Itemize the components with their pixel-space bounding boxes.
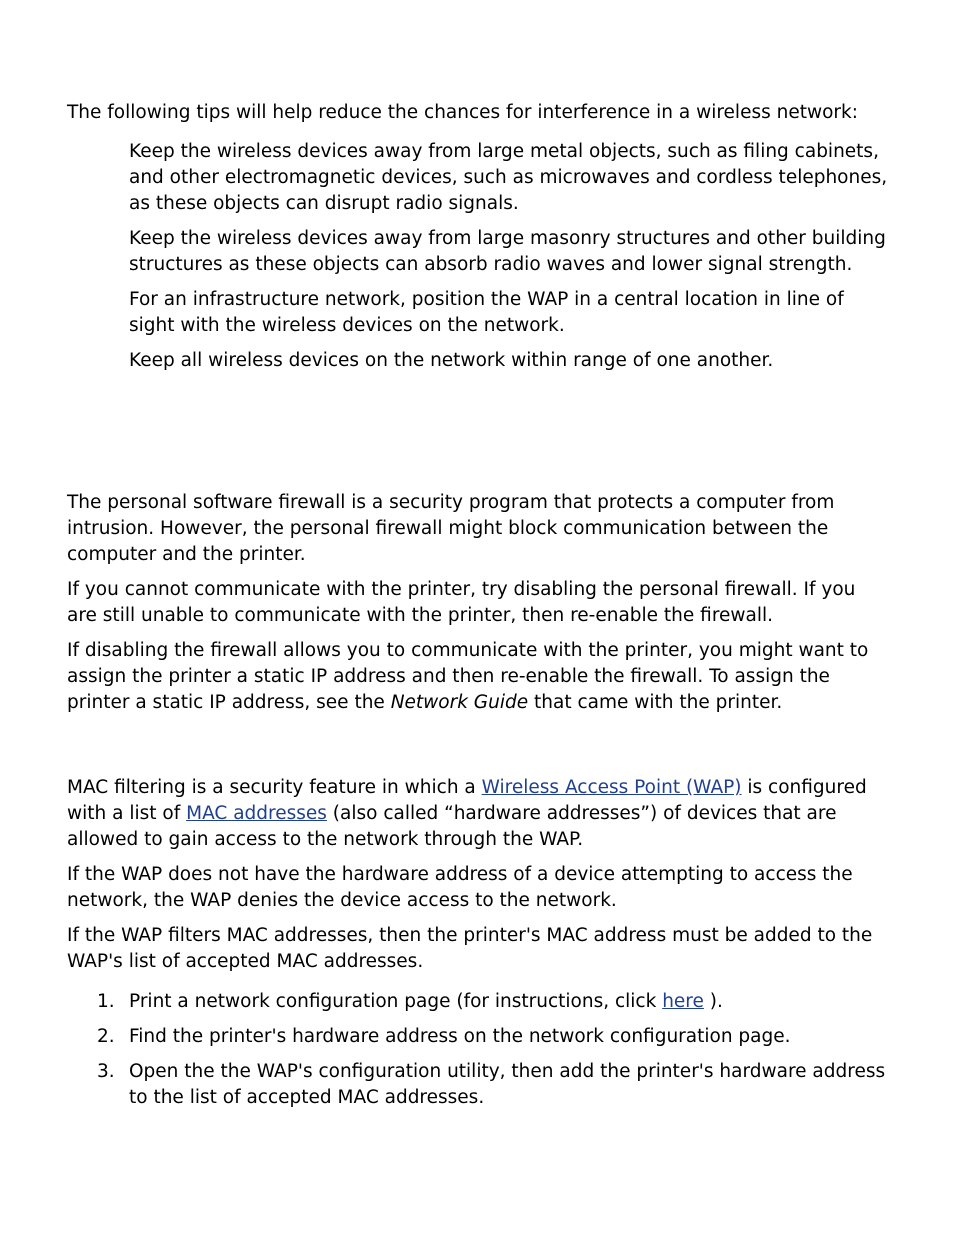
- firewall-paragraph-3-tail: that came with the printer.: [528, 692, 783, 713]
- firewall-paragraph-2: If you cannot communicate with the printer, try disabling the personal firewall. If you are still unable to communicate with the printer, then re-enable the firewall.: [67, 579, 856, 626]
- mac-addresses-link[interactable]: MAC addresses: [186, 803, 327, 824]
- interference-tips-list: [129, 139, 889, 383]
- firewall-section: [67, 490, 887, 725]
- step-text-tail: ).: [703, 991, 723, 1012]
- list-item: [67, 1059, 887, 1111]
- tip-item: Keep the wireless devices away from large masonry structures and other building structures as these objects can absorb radio waves and lower signal strength.: [129, 228, 886, 275]
- mac-paragraph-1-text-b: is configured with a list of: [67, 777, 867, 824]
- network-guide-title: Network Guide: [390, 692, 529, 713]
- step-text: Find the printer's hardware address on the network configuration page.: [129, 1026, 791, 1047]
- mac-paragraph-1-text-c: (also called “hardware addresses”) of devices that are allowed to gain access to the network through the WAP.: [67, 803, 837, 850]
- tip-item: Keep the wireless devices away from large metal objects, such as filing cabinets, and other electromagnetic devices, such as microwaves and cordless telephones, as these objects can disrupt radio signals.: [129, 141, 888, 214]
- here-link[interactable]: here: [662, 991, 704, 1012]
- mac-paragraph-3: If the WAP filters MAC addresses, then the printer's MAC address must be added to the WAP's list of accepted MAC addresses.: [67, 925, 873, 972]
- wap-link[interactable]: Wireless Access Point (WAP): [481, 777, 742, 798]
- mac-steps-list: [67, 989, 887, 1120]
- step-number: 1.: [97, 991, 115, 1012]
- mac-filtering-section: [67, 775, 887, 984]
- step-number: 3.: [97, 1061, 115, 1082]
- mac-paragraph-2: If the WAP does not have the hardware address of a device attempting to access the network, the WAP denies the device access to the network.: [67, 864, 853, 911]
- step-text: Open the the WAP's configuration utility, then add the printer's hardware address to the list of accepted MAC addresses.: [129, 1061, 886, 1108]
- list-item: [67, 989, 887, 1015]
- mac-paragraph-1-text-a: MAC filtering is a security feature in which a: [67, 777, 482, 798]
- firewall-paragraph-3-text: If disabling the firewall allows you to communicate with the printer, you might want to assign the printer a static IP address and then re-enable the firewall. To assign the printer a static IP address, see the: [67, 640, 869, 713]
- mac-paragraph-1: [67, 775, 887, 853]
- firewall-paragraph-3: [67, 638, 887, 716]
- intro-paragraph: The following tips will help reduce the chances for interference in a wireless network:: [67, 102, 858, 123]
- list-item: [67, 1024, 887, 1050]
- step-text: Print a network configuration page (for instructions, click: [129, 991, 663, 1012]
- firewall-paragraph-1: The personal software firewall is a security program that protects a computer from intrusion. However, the personal firewall might block communication between the computer and the printer.: [67, 492, 835, 565]
- step-number: 2.: [97, 1026, 115, 1047]
- tip-item: Keep all wireless devices on the network within range of one another.: [129, 350, 774, 371]
- tip-item: For an infrastructure network, position the WAP in a central location in line of sight with the wireless devices on the network.: [129, 289, 844, 336]
